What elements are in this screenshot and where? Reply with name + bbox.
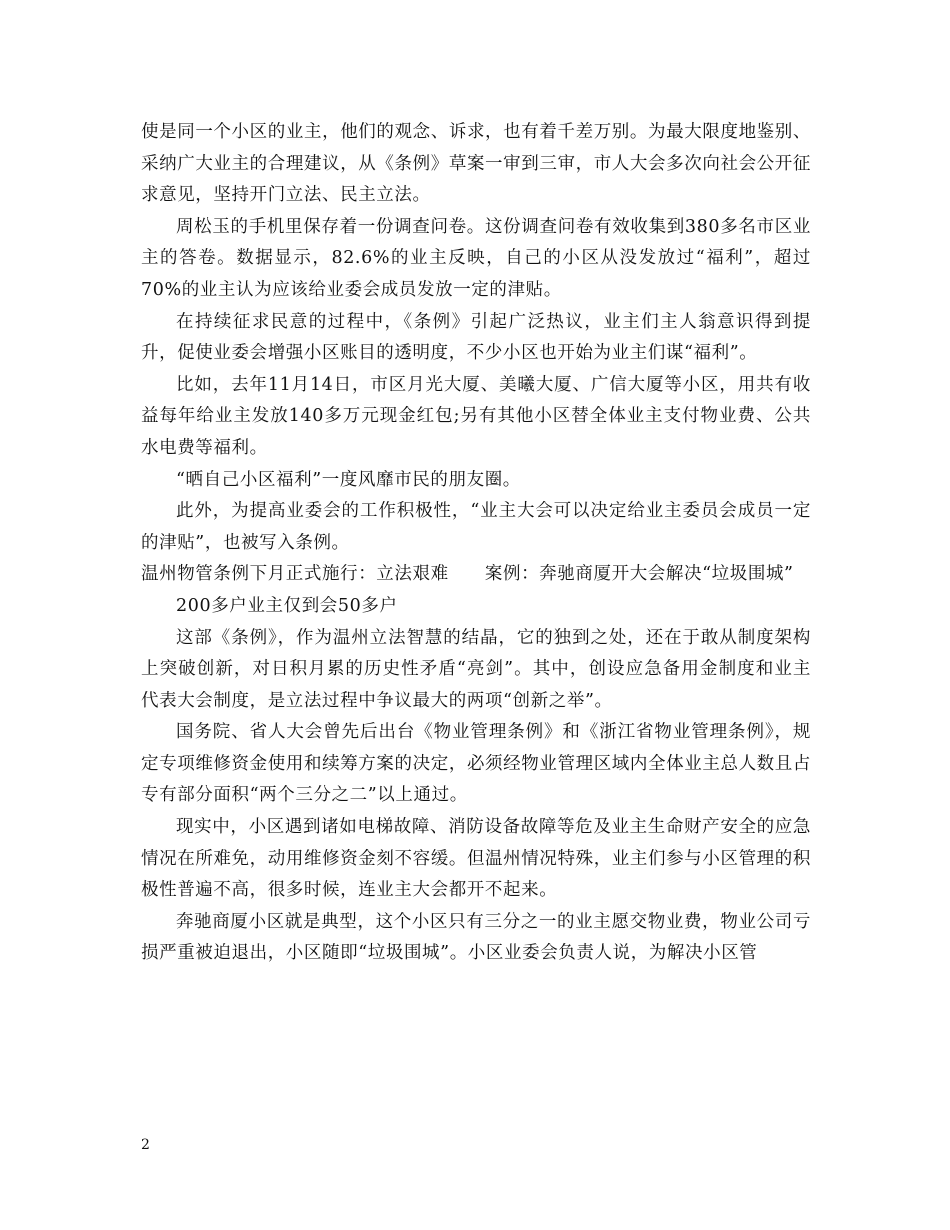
paragraph-1: 使是同一个小区的业主，他们的观念、诉求，也有着千差万别。为最大限度地鉴别、采纳广大业主的合理建议，从《条例》草案一审到三审，市人大会多次向社会公开征求意见，坚持开门立法、民主立法。 <box>141 122 811 206</box>
paragraph-10: 奔驰商厦小区就是典型，这个小区只有三分之一的业主愿交物业费，物业公司亏损严重被迫退出，小区随即“垃圾围城”。小区业委会负责人说，为解决小区管 <box>141 911 811 964</box>
document-body <box>141 117 811 970</box>
paragraph-6: 此外，为提高业委会的工作积极性，“业主大会可以决定给业主委员会成员一定的津贴”，也被写入条例。 <box>141 501 811 553</box>
paragraph-9: 现实中，小区遇到诸如电梯故障、消防设备故障等危及业主生命财产安全的应急情况在所难免，动用维修资金刻不容缓。但温州情况特殊，业主们参与小区管理的积极性普遍不高，很多时候，连业主大会都开不起来。 <box>141 817 811 901</box>
paragraph-3: 在持续征求民意的过程中，《条例》引起广泛热议，业主们主人翁意识得到提升，促使业委会增强小区账目的透明度，不少小区也开始为业主们谋“福利”。 <box>141 311 811 364</box>
related-links-line: 温州物管条例下月正式施行：立法艰难 案例：奔驰商厦开大会解决“垃圾围城” <box>141 564 794 585</box>
paragraph-5: “晒自己小区福利”一度风靡市民的朋友圈。 <box>176 469 521 490</box>
paragraph-2: 周松玉的手机里保存着一份调查问卷。这份调查问卷有效收集到380多名市区业主的答卷。数据显示，82.6%的业主反映，自己的小区从没发放过“福利”，超过70%的业主认为应该给业委会成员发放一定的津贴。 <box>141 216 811 300</box>
page-number: 2 <box>141 1137 150 1153</box>
paragraph-8: 国务院、省人大会曾先后出台《物业管理条例》和《浙江省物业管理条例》，规定专项维修资金使用和续筹方案的决定，必须经物业管理区域内全体业主总人数且占专有部分面积“两个三分之二”以上通过。 <box>141 722 811 806</box>
section-heading: 200多户业主仅到会50多户 <box>176 595 398 616</box>
paragraph-7: 这部《条例》，作为温州立法智慧的结晶，它的独到之处，还在于敢从制度架构上突破创新，对日积月累的历史性矛盾“亮剑”。其中，创设应急备用金制度和业主代表大会制度，是立法过程中争议最大的两项“创新之举”。 <box>141 627 811 711</box>
paragraph-4: 比如，去年11月14日，市区月光大厦、美曦大厦、广信大厦等小区，用共有收益每年给业主发放140多万元现金红包;另有其他小区替全体业主支付物业费、公共水电费等福利。 <box>141 374 811 458</box>
